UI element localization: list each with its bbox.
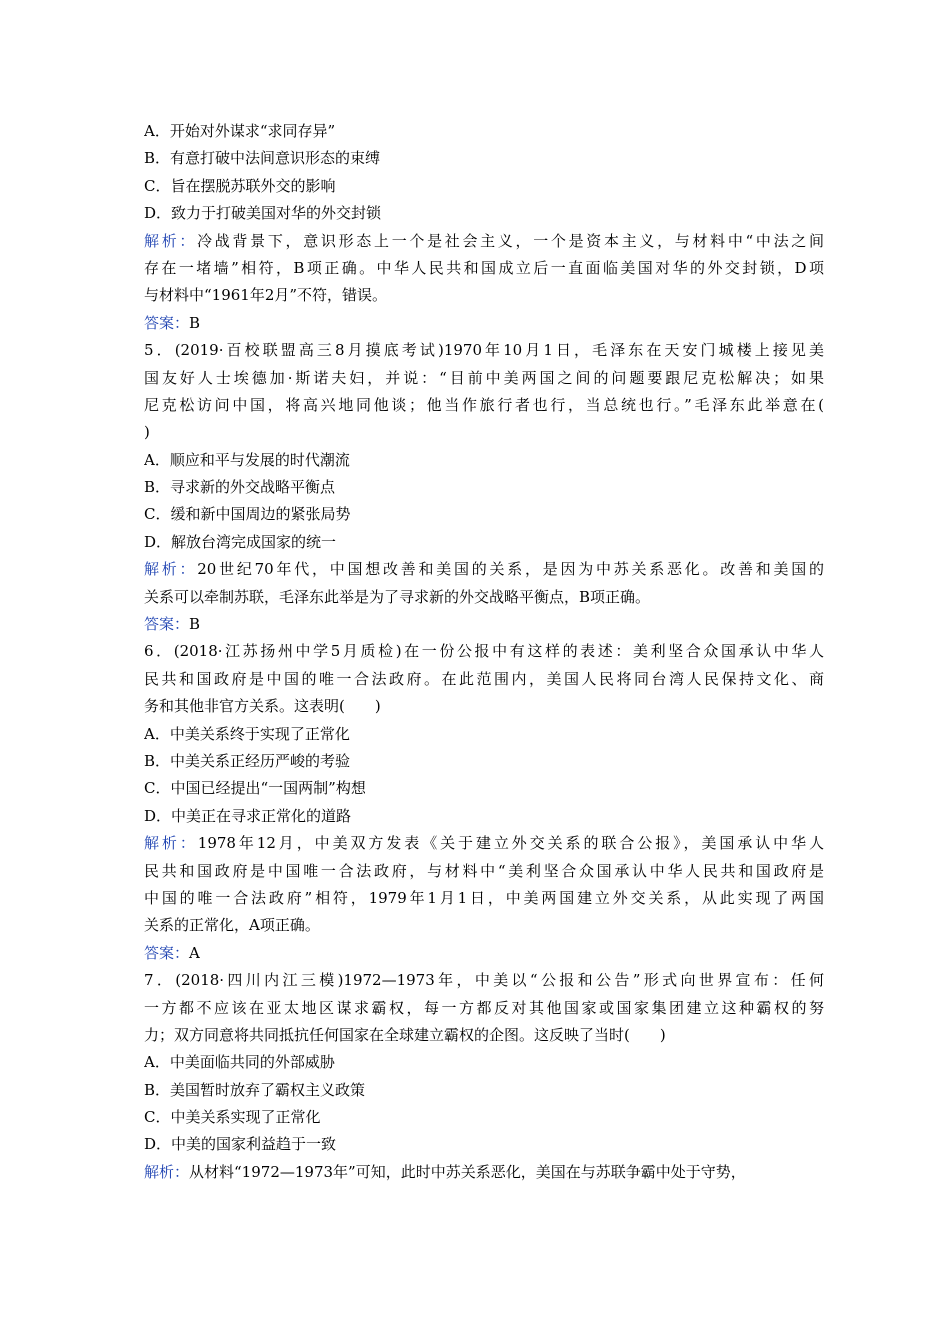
option-block — [144, 501, 824, 528]
option-block — [144, 803, 824, 830]
option-block — [144, 447, 824, 474]
analysis-block — [144, 1159, 824, 1186]
analysis-line — [144, 858, 824, 885]
analysis-line — [144, 584, 824, 611]
analysis-line — [144, 255, 824, 282]
option-text: D．中美正在寻求正常化的道路 — [144, 806, 352, 825]
question-line — [144, 693, 824, 720]
option-line — [144, 145, 824, 172]
option-line — [144, 748, 824, 775]
option-block — [144, 474, 824, 501]
question-text: 民共和国政府是中国的唯一合法政府。在此范围内，美国人民将同台湾人民保持文化、商 — [144, 669, 824, 688]
question-line — [144, 666, 824, 693]
answer-value: B — [189, 313, 201, 332]
option-line — [144, 118, 824, 145]
option-block — [144, 748, 824, 775]
option-block — [144, 529, 824, 556]
analysis-label: 解析： — [144, 231, 198, 250]
option-text: A．中美面临共同的外部威胁 — [144, 1053, 335, 1072]
option-line — [144, 775, 824, 802]
question-line — [144, 337, 824, 364]
option-block — [144, 118, 824, 145]
analysis-label: 解析： — [144, 560, 198, 579]
analysis-text: 关系可以牵制苏联，毛泽东此举是为了寻求新的外交战略平衡点，B项正确。 — [144, 587, 651, 606]
answer-line — [144, 611, 824, 638]
question-block — [144, 638, 824, 720]
option-text: C．旨在摆脱苏联外交的影响 — [144, 176, 336, 195]
answer-label: 答案： — [144, 615, 190, 634]
option-line — [144, 1049, 824, 1076]
analysis-text: 存在一堵墙”相符，B项正确。中华人民共和国成立后一直面临美国对华的外交封锁，D项 — [144, 258, 824, 277]
question-text: 5．(2019·百校联盟高三8月摸底考试)1970年10月1日，毛泽东在天安门城楼上接见美 — [144, 341, 824, 360]
analysis-text: 与材料中“1961年2月”不符，错误。 — [144, 286, 388, 305]
analysis-line — [144, 556, 824, 583]
option-line — [144, 1104, 824, 1131]
option-text: D．致力于打破美国对华的外交封锁 — [144, 204, 382, 223]
answer-block — [144, 940, 824, 967]
option-text: B．美国暂时放弃了霸权主义政策 — [144, 1080, 366, 1099]
option-line — [144, 474, 824, 501]
page-content — [144, 118, 824, 1186]
answer-line — [144, 310, 824, 337]
question-line — [144, 1022, 824, 1049]
question-text: 国友好人士埃德加·斯诺夫妇，并说：“目前中美两国之间的问题要跟尼克松解决；如果 — [144, 368, 824, 387]
analysis-label: 解析： — [144, 834, 198, 853]
analysis-line — [144, 885, 824, 912]
option-line — [144, 1077, 824, 1104]
question-line — [144, 365, 824, 392]
option-line — [144, 173, 824, 200]
option-line — [144, 200, 824, 227]
option-block — [144, 145, 824, 172]
answer-block — [144, 611, 824, 638]
analysis-label: 解析： — [144, 1162, 190, 1181]
option-text: B．有意打破中法间意识形态的束缚 — [144, 149, 381, 168]
analysis-text: 冷战背景下，意识形态上一个是社会主义，一个是资本主义，与材料中“中法之间 — [197, 231, 824, 250]
analysis-line — [144, 1159, 824, 1186]
option-block — [144, 200, 824, 227]
question-block — [144, 337, 824, 447]
question-line — [144, 638, 824, 665]
option-line — [144, 447, 824, 474]
analysis-block — [144, 228, 824, 310]
option-text: B．寻求新的外交战略平衡点 — [144, 478, 336, 497]
analysis-line — [144, 228, 824, 255]
option-line — [144, 721, 824, 748]
option-text: C．缓和新中国周边的紧张局势 — [144, 505, 351, 524]
analysis-block — [144, 830, 824, 940]
analysis-line — [144, 282, 824, 309]
option-block — [144, 775, 824, 802]
analysis-text: 关系的正常化，A项正确。 — [144, 916, 320, 935]
option-line — [144, 803, 824, 830]
analysis-text: 从材料“1972—1973年”可知，此时中苏关系恶化，美国在与苏联争霸中处于守势， — [189, 1162, 746, 1181]
question-line — [144, 392, 824, 419]
option-block — [144, 721, 824, 748]
option-block — [144, 1131, 824, 1158]
answer-block — [144, 310, 824, 337]
analysis-text: 20世纪70年代，中国想改善和美国的关系，是因为中苏关系恶化。改善和美国的 — [197, 560, 824, 579]
analysis-line — [144, 912, 824, 939]
question-text: 一方都不应该在亚太地区谋求霸权，每一方都反对其他国家或国家集团建立这种霸权的努 — [144, 998, 824, 1017]
question-text: 务和其他非官方关系。这表明( ) — [144, 697, 381, 716]
option-block — [144, 173, 824, 200]
question-text: 6．(2018·江苏扬州中学5月质检)在一份公报中有这样的表述：美利坚合众国承认中华人 — [144, 642, 824, 661]
option-text: A．顺应和平与发展的时代潮流 — [144, 450, 350, 469]
option-line — [144, 529, 824, 556]
question-text: 7．(2018·四川内江三模)1972—1973年，中美以“公报和公告”形式向世界宣布：任何 — [144, 971, 824, 990]
option-block — [144, 1077, 824, 1104]
answer-line — [144, 940, 824, 967]
question-block — [144, 967, 824, 1049]
question-text: 尼克松访问中国，将高兴地同他谈；他当作旅行者也行，当总统也行。”毛泽东此举意在( — [144, 395, 824, 414]
answer-value: A — [189, 943, 200, 962]
answer-value: B — [189, 615, 201, 634]
option-block — [144, 1049, 824, 1076]
option-text: C．中美关系实现了正常化 — [144, 1108, 321, 1127]
question-line — [144, 419, 824, 446]
question-line — [144, 967, 824, 994]
analysis-line — [144, 830, 824, 857]
answer-label: 答案： — [144, 943, 190, 962]
analysis-text: 中国的唯一合法政府”相符，1979年1月1日，中美两国建立外交关系，从此实现了两国 — [144, 888, 824, 907]
question-text: ) — [144, 423, 150, 442]
question-line — [144, 995, 824, 1022]
answer-label: 答案： — [144, 313, 190, 332]
question-text: 力；双方同意将共同抵抗任何国家在全球建立霸权的企图。这反映了当时( ) — [144, 1025, 666, 1044]
analysis-text: 民共和国政府是中国唯一合法政府，与材料中“美利坚合众国承认中华人民共和国政府是 — [144, 861, 824, 880]
option-text: C．中国已经提出“一国两制”构想 — [144, 779, 366, 798]
option-block — [144, 1104, 824, 1131]
option-text: D．解放台湾完成国家的统一 — [144, 532, 337, 551]
option-text: A．开始对外谋求“求同存异” — [144, 122, 336, 140]
option-text: D．中美的国家利益趋于一致 — [144, 1135, 337, 1154]
analysis-block — [144, 556, 824, 611]
option-line — [144, 1131, 824, 1158]
option-line — [144, 501, 824, 528]
analysis-text: 1978年12月，中美双方发表《关于建立外交关系的联合公报》，美国承认中华人 — [197, 834, 824, 853]
option-text: B．中美关系正经历严峻的考验 — [144, 751, 351, 770]
option-text: A．中美关系终于实现了正常化 — [144, 724, 350, 743]
